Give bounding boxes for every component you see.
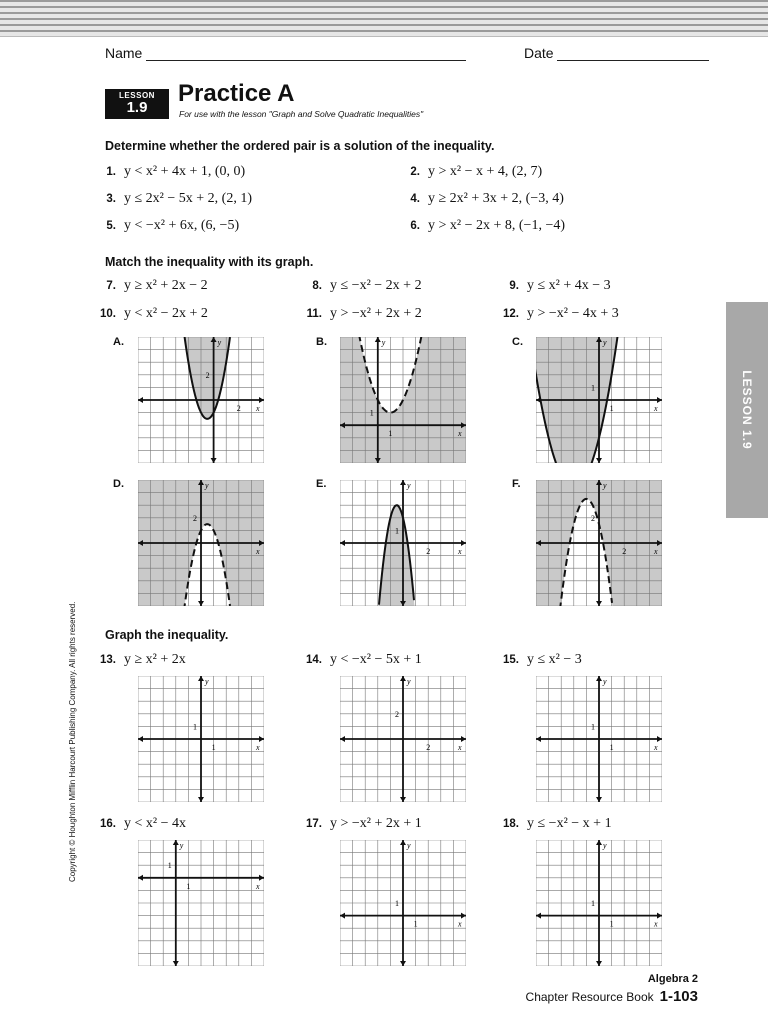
x-axis-label: x	[654, 919, 658, 929]
blank-grid-14[interactable]	[340, 676, 466, 802]
footer-resource-label: Chapter Resource Book	[525, 990, 654, 1004]
y-tick-label: 1	[395, 899, 399, 908]
y-tick-label: 1	[369, 408, 374, 418]
copyright-notice: Copyright © Houghton Mifflin Harcourt Publishing Company. All rights reserved.	[68, 601, 77, 882]
lesson-badge	[105, 89, 169, 119]
date-label: Date	[524, 45, 554, 61]
problem-text: y > −x² − 4x + 3	[527, 306, 619, 321]
problem-text: y > x² − x + 4, (2, 7)	[428, 164, 543, 179]
x-tick-label: 2	[622, 547, 627, 556]
problem-11	[292, 305, 422, 322]
footer-page-number: 1-103	[659, 988, 698, 1005]
y-axis-label: y	[381, 338, 386, 347]
problem-number: 14.	[306, 654, 322, 666]
y-axis-label: y	[603, 841, 607, 850]
name-label: Name	[105, 45, 143, 61]
problem-number: 2.	[410, 166, 420, 178]
y-axis-label: y	[603, 481, 607, 490]
x-axis-label: x	[458, 547, 462, 556]
footer-book-title: Algebra 2	[647, 973, 698, 985]
blank-grid-16[interactable]	[138, 840, 264, 966]
problem-text: y < x² − 2x + 2	[124, 306, 208, 321]
x-axis-label: x	[458, 919, 462, 929]
problem-16	[86, 815, 186, 832]
problem-number: 4.	[410, 193, 420, 205]
problem-17	[292, 815, 422, 832]
problem-number: 7.	[106, 280, 116, 292]
graph-label-e: E.	[316, 478, 327, 490]
problem-text: y ≤ x² − 3	[527, 652, 582, 667]
problem-12	[489, 305, 619, 322]
y-tick-label: 1	[591, 722, 595, 732]
problem-1	[86, 163, 245, 180]
lesson-badge-label: LESSON	[119, 91, 155, 100]
problem-8	[292, 277, 422, 294]
problem-number: 12.	[503, 308, 519, 320]
problem-13	[86, 651, 186, 668]
problem-text: y ≥ x² + 2x	[124, 652, 186, 667]
problem-text: y < x² + 4x + 1, (0, 0)	[124, 164, 246, 179]
problem-text: y ≥ 2x² + 3x + 2, (−3, 4)	[428, 191, 564, 206]
graph-label-b: B.	[316, 336, 327, 348]
y-axis-label: y	[205, 677, 209, 686]
problem-number: 6.	[410, 220, 420, 232]
x-axis-label: x	[654, 743, 658, 752]
lesson-side-tab-text: LESSON 1.9	[740, 370, 754, 450]
problem-15	[489, 651, 582, 668]
problem-10	[86, 305, 208, 322]
problem-text: y ≤ −x² − 2x + 2	[330, 278, 422, 293]
problem-number: 18.	[503, 818, 519, 830]
graph-e	[340, 480, 466, 606]
problem-6	[390, 217, 565, 234]
section-match-heading: Match the inequality with its graph.	[105, 255, 314, 269]
x-axis-label: x	[256, 743, 260, 752]
header-stripes	[0, 0, 768, 37]
problem-number: 13.	[100, 654, 116, 666]
problem-number: 3.	[106, 193, 116, 205]
problem-number: 17.	[306, 818, 322, 830]
problem-text: y < −x² + 6x, (6, −5)	[124, 218, 240, 233]
x-tick-label: 1	[211, 743, 216, 752]
blank-grid-13[interactable]	[138, 676, 264, 802]
y-tick-label: 1	[193, 722, 197, 732]
blank-grid-17[interactable]	[340, 840, 466, 966]
y-tick-label: 1	[591, 383, 595, 393]
problem-18	[489, 815, 612, 832]
lesson-side-tab	[726, 302, 768, 518]
x-tick-label: 1	[609, 404, 614, 413]
y-axis-label: y	[407, 841, 411, 850]
y-tick-label: 1	[167, 861, 172, 871]
problem-text: y ≤ −x² − x + 1	[527, 816, 612, 831]
problem-number: 15.	[503, 654, 519, 666]
graph-label-f: F.	[512, 478, 521, 490]
graph-label-a: A.	[113, 336, 124, 348]
x-tick-label: 2	[426, 743, 431, 752]
graph-b	[340, 337, 466, 463]
problem-text: y > −x² + 2x + 2	[330, 306, 422, 321]
x-axis-label: x	[654, 404, 658, 413]
y-tick-label: 1	[395, 526, 399, 536]
problem-text: y ≤ 2x² − 5x + 2, (2, 1)	[124, 191, 252, 206]
problem-number: 1.	[106, 166, 116, 178]
x-tick-label: 1	[609, 919, 614, 929]
y-axis-label: y	[407, 481, 411, 490]
y-tick-label: 2	[193, 513, 197, 523]
x-axis-label: x	[256, 547, 260, 556]
x-axis-label: x	[256, 881, 260, 891]
graph-label-c: C.	[512, 336, 523, 348]
graph-c	[536, 337, 662, 463]
y-axis-label: y	[603, 677, 607, 686]
problem-4	[390, 190, 564, 207]
footer-resource	[526, 988, 698, 1005]
problem-5	[86, 217, 239, 234]
problem-text: y < x² − 4x	[124, 816, 186, 831]
x-tick-label: 1	[388, 429, 393, 439]
problem-14	[292, 651, 422, 668]
problem-number: 9.	[509, 280, 519, 292]
y-tick-label: 2	[591, 513, 595, 523]
graph-label-d: D.	[113, 478, 124, 490]
problem-number: 11.	[306, 308, 322, 320]
section-graph-heading: Graph the inequality.	[105, 628, 229, 642]
problem-number: 10.	[100, 308, 116, 320]
graph-d	[138, 480, 264, 606]
problem-7	[86, 277, 208, 294]
x-axis-label: x	[256, 404, 260, 413]
problem-text: y ≥ x² + 2x − 2	[124, 278, 208, 293]
problem-text: y > x² − 2x + 8, (−1, −4)	[428, 218, 565, 233]
y-tick-label: 2	[205, 370, 210, 380]
section-determine-heading: Determine whether the ordered pair is a solution of the inequality.	[105, 139, 495, 153]
problem-9	[489, 277, 611, 294]
x-tick-label: 2	[236, 404, 241, 413]
blank-grid-15[interactable]	[536, 676, 662, 802]
y-axis-label: y	[179, 841, 184, 850]
problem-number: 16.	[100, 818, 116, 830]
y-tick-label: 1	[591, 899, 595, 908]
date-field-line[interactable]	[557, 60, 709, 61]
problem-2	[390, 163, 542, 180]
problem-text: y < −x² − 5x + 1	[330, 652, 422, 667]
x-tick-label: 2	[426, 547, 431, 556]
x-tick-label: 1	[609, 743, 614, 752]
y-axis-label: y	[407, 677, 411, 686]
y-tick-label: 2	[395, 709, 399, 719]
problem-number: 8.	[312, 280, 322, 292]
y-axis-label: y	[205, 481, 209, 490]
graph-f	[536, 480, 662, 606]
problem-text: y ≤ x² + 4x − 3	[527, 278, 611, 293]
x-axis-label: x	[458, 743, 462, 752]
problem-3	[86, 190, 252, 207]
blank-grid-18[interactable]	[536, 840, 662, 966]
y-axis-label: y	[603, 338, 607, 347]
x-axis-label: x	[458, 429, 462, 439]
problem-text: y > −x² + 2x + 1	[330, 816, 422, 831]
x-tick-label: 1	[413, 919, 418, 929]
page-subtitle: For use with the lesson "Graph and Solve Quadratic Inequalities"	[179, 109, 424, 119]
page-title: Practice A	[178, 80, 295, 107]
y-axis-label: y	[217, 338, 222, 347]
name-field-line[interactable]	[146, 60, 466, 61]
x-tick-label: 1	[186, 881, 191, 891]
x-axis-label: x	[654, 547, 658, 556]
graph-a	[138, 337, 264, 463]
problem-number: 5.	[106, 220, 116, 232]
lesson-badge-number: 1.9	[126, 99, 148, 116]
